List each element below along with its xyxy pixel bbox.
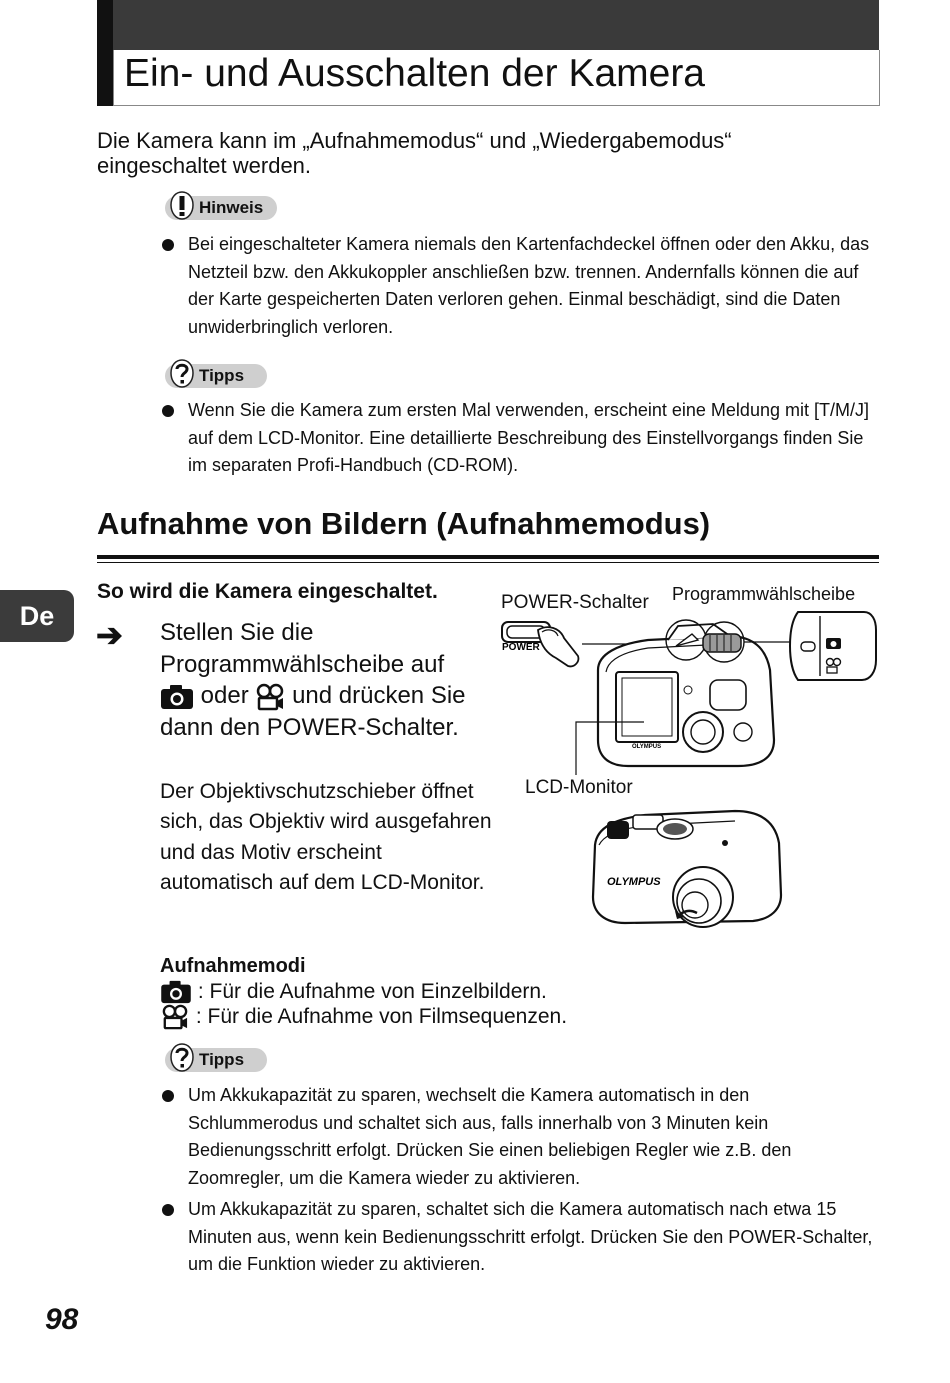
movie-icon: [255, 683, 285, 711]
note-badge: [165, 196, 277, 220]
mode-movie-text: : Für die Aufnahme von Filmsequenzen.: [195, 1005, 568, 1028]
mode-still-text: : Für die Aufnahme von Einzelbildern.: [197, 980, 547, 1003]
section-rule: [97, 555, 879, 559]
modes-title: Aufnahmemodi: [160, 955, 306, 977]
camera-back-illustration: [498, 610, 878, 775]
arrow-right-icon: ➔: [96, 617, 123, 653]
movie-icon: [160, 1004, 190, 1030]
camera-back-brand: OLYMPUS: [632, 744, 662, 750]
step-instruction: [160, 617, 490, 743]
exclamation-icon: [169, 191, 195, 221]
lcd-monitor-label: LCD-Monitor: [525, 777, 633, 798]
camera-front-brand: OLYMPUS: [607, 876, 661, 888]
step-text-pre: Stellen Sie die Programmwählscheibe auf: [160, 619, 445, 678]
header-bar: [97, 0, 879, 50]
step-text-or: oder: [200, 682, 249, 709]
tips-badge: [165, 364, 267, 388]
camera-icon: [160, 684, 194, 710]
question-icon: [169, 359, 195, 389]
section-rule-thin: [97, 562, 879, 563]
note-list: [162, 231, 878, 345]
mode-movie: [160, 1004, 567, 1030]
tips-item: Um Akkukapazität zu sparen, schaltet sich die Kamera automatisch nach etwa 15 Minuten aus, wenn kein Bedienungsschritt erfolgt. Drücken Sie den POWER-Schalter, um die Funktion wieder zu aktivieren.: [162, 1196, 878, 1279]
power-switch-label: POWER-Schalter: [501, 592, 649, 613]
tips-list-2: [162, 1082, 878, 1283]
tips-label: Tipps: [199, 366, 245, 385]
step-text-post: und drücken Sie dann den POWER-Schalter.: [160, 682, 466, 741]
intro-text: Die Kamera kann im „Aufnahmemodus“ und „Wiedergabemodus“ eingeschaltet werden.: [97, 128, 732, 178]
section-title: Aufnahme von Bildern (Aufnahmemodus): [97, 506, 711, 541]
page-title: Ein- und Ausschalten der Kamera: [124, 52, 706, 95]
tips-badge-2: [165, 1048, 267, 1072]
mode-still: [160, 979, 547, 1004]
note-label: Hinweis: [199, 198, 264, 217]
note-item: Bei eingeschalteter Kamera niemals den Kartenfachdeckel öffnen oder den Akku, das Netzteil bzw. den Akkukoppler anschließen bzw. trennen. Andernfalls können die auf der Karte gespeicherten Daten verloren gehen. Einmal beschädigt, sind die Daten unwiderbringlich verloren.: [162, 231, 878, 341]
mode-dial-label: Programmwählscheibe: [672, 584, 856, 604]
tips-label-2: Tipps: [199, 1050, 245, 1069]
camera-front-illustration: [585, 805, 785, 933]
header-accent: [97, 0, 113, 106]
step-detail: Der Objektivschutzschieber öffnet sich, das Objektiv wird ausgefahren und das Motiv erscheint automatisch auf dem LCD-Monitor.: [160, 780, 492, 895]
power-button-text: POWER: [502, 642, 540, 653]
tips-item: Wenn Sie die Kamera zum ersten Mal verwenden, erscheint eine Meldung mit [T/M/J] auf dem LCD-Monitor. Eine detaillierte Beschreibung des Einstellvorgangs finden Sie im separaten Profi-Handbuch (CD-ROM).: [162, 397, 878, 480]
language-tab: De: [0, 590, 74, 642]
tips-list: [162, 397, 878, 484]
question-icon: [169, 1043, 195, 1073]
tips-item: Um Akkukapazität zu sparen, wechselt die Kamera automatisch in den Schlummerodus und schaltet sich aus, falls innerhalb von 3 Minuten kein Bedienungsschritt erfolgt. Drücken Sie einen beliebigen Regler wie z.B. den Zoomregler, um die Kamera wieder zu aktivieren.: [162, 1082, 878, 1192]
page-number: 98: [45, 1303, 79, 1336]
howto-title: So wird die Kamera eingeschaltet.: [97, 580, 438, 603]
camera-icon: [160, 980, 192, 1004]
